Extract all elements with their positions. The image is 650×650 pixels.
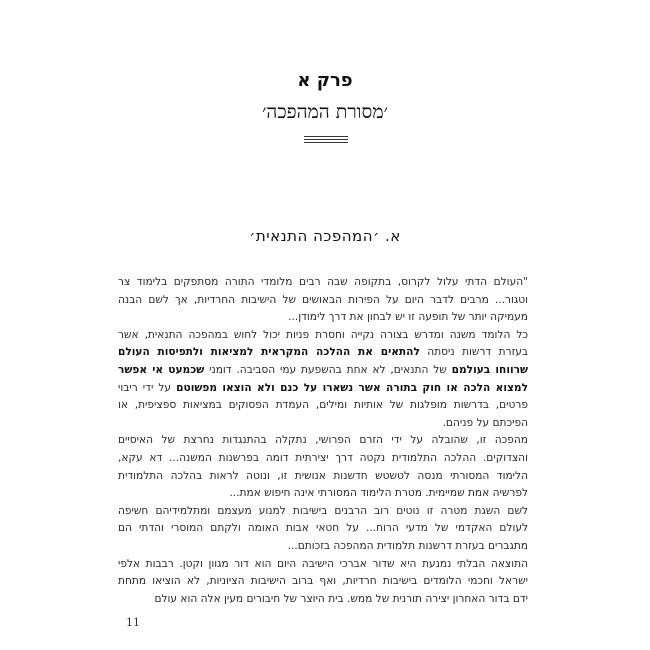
text-segment: ידם בדור האחרון יצירה תורנית של ממש. בית היוצר של חיבורים מעין אלה הוא עולם [154,592,528,605]
text-segment: לשם השגת מטרה זו נוטים רוב הרבנים בישיבות למנוע מעצמם ומתלמידיהם חשיפה [118,504,528,517]
text-segment: מהפכה זו, שהובלה על ידי הזרם הפרושי, נתקלה בהתנגדות נחרצת של האיסיים [118,434,528,447]
page-number: 11 [126,616,140,629]
text-line [118,380,528,398]
text-line [118,397,528,415]
title-divider [304,136,348,145]
text-line [118,432,528,450]
text-line [118,520,528,538]
chapter-title: ׳מסורת המהפכה׳ [262,101,388,123]
text-segment: מעמיקה יותר של תופעה זו יש לבחון את דרך לימודן... [288,311,528,324]
text-segment: התוצאה הבלתי נמנעת היא שדור אברכי הישיבה היום הוא דור מגוון וקטן. רבבות אלפי [118,557,528,570]
text-segment: וטגור... מרבים לדבר היום על הפירות הבאושים של הישיבות החרדיות, אך לשם הבנה [118,293,528,306]
text-line [118,485,528,503]
text-segment: בעזרת דרשות ניסתה [419,346,528,359]
text-segment: כל הלומד משנה ומדרש בצורה נקייה וחסרת פניות יכול לחוש במהפכה התנאית, אשר [118,328,528,341]
text-segment: על ידי ריבוי [118,381,177,394]
text-segment: לעולם האקדמי של מדעי הרוח... על חטאי אבות האומה ולקתם המוסרי והדתי הם [118,522,528,535]
text-line [118,344,528,362]
text-line [118,415,528,433]
section-title: א. ׳המהפכה התנאית׳ [249,227,401,245]
text-segment: לפרשיה אמת שמיימית. מטרת הלימוד המסורתי אינה חיפוש אמת... [229,487,528,500]
text-line [118,292,528,310]
text-line [118,327,528,345]
bold-text: שכמעט אי אפשר [118,363,205,376]
text-line [118,274,528,292]
text-segment: "העולם הדתי עלול לקרוס, בתקופה שבה רבים מלומדי התורה מסתפקים בלימוד צר [118,276,528,288]
text-line [118,468,528,486]
text-line [118,362,528,380]
text-line [118,309,528,327]
text-line [118,450,528,468]
body-text [118,274,528,608]
text-segment: ישראל וחכמי הלומדים בישיבות חרדיות, ואף ברוב הישיבות הציוניות, לא הוציאו מתחת [118,575,528,588]
bold-text: למצוא הלכה או חוק בתורה אשר נשארו על כנם ולא הוצאו מפשוטם [176,381,528,394]
text-segment: הפיכתם על פניהם. [442,416,528,429]
bold-text: שרווחו בעולמם [451,363,528,376]
text-segment: הלימוד המסורתי מנסה לטשטש חדשנות אנושית זו, ונוטה לראות בהלכה התלמודית [118,469,528,482]
text-line [118,503,528,521]
bold-text: להתאים את ההלכה המקראית למציאות ולתפיסות העולם [118,346,420,359]
text-line [118,573,528,591]
text-line [118,591,528,609]
text-segment: פרטים, בדרשות מופלגות של אותיות ומילים, העמדת הפסוקים במציאות ספציפית, או [118,399,528,412]
text-line [118,538,528,556]
chapter-number: פרק א [297,70,353,91]
text-segment: והצדוקים. ההלכה התלמודית נקטה דרך יצירתית דומה בפרשנות המשנה... דא עקא, [118,451,528,464]
text-segment: מתגברים בעזרת דרשנות תלמודית המהפכה בזכותם... [287,539,528,552]
text-segment: של התנאים, לא אחת בהשפעת עמי הסביבה. דומני [204,363,452,376]
text-line [118,556,528,574]
